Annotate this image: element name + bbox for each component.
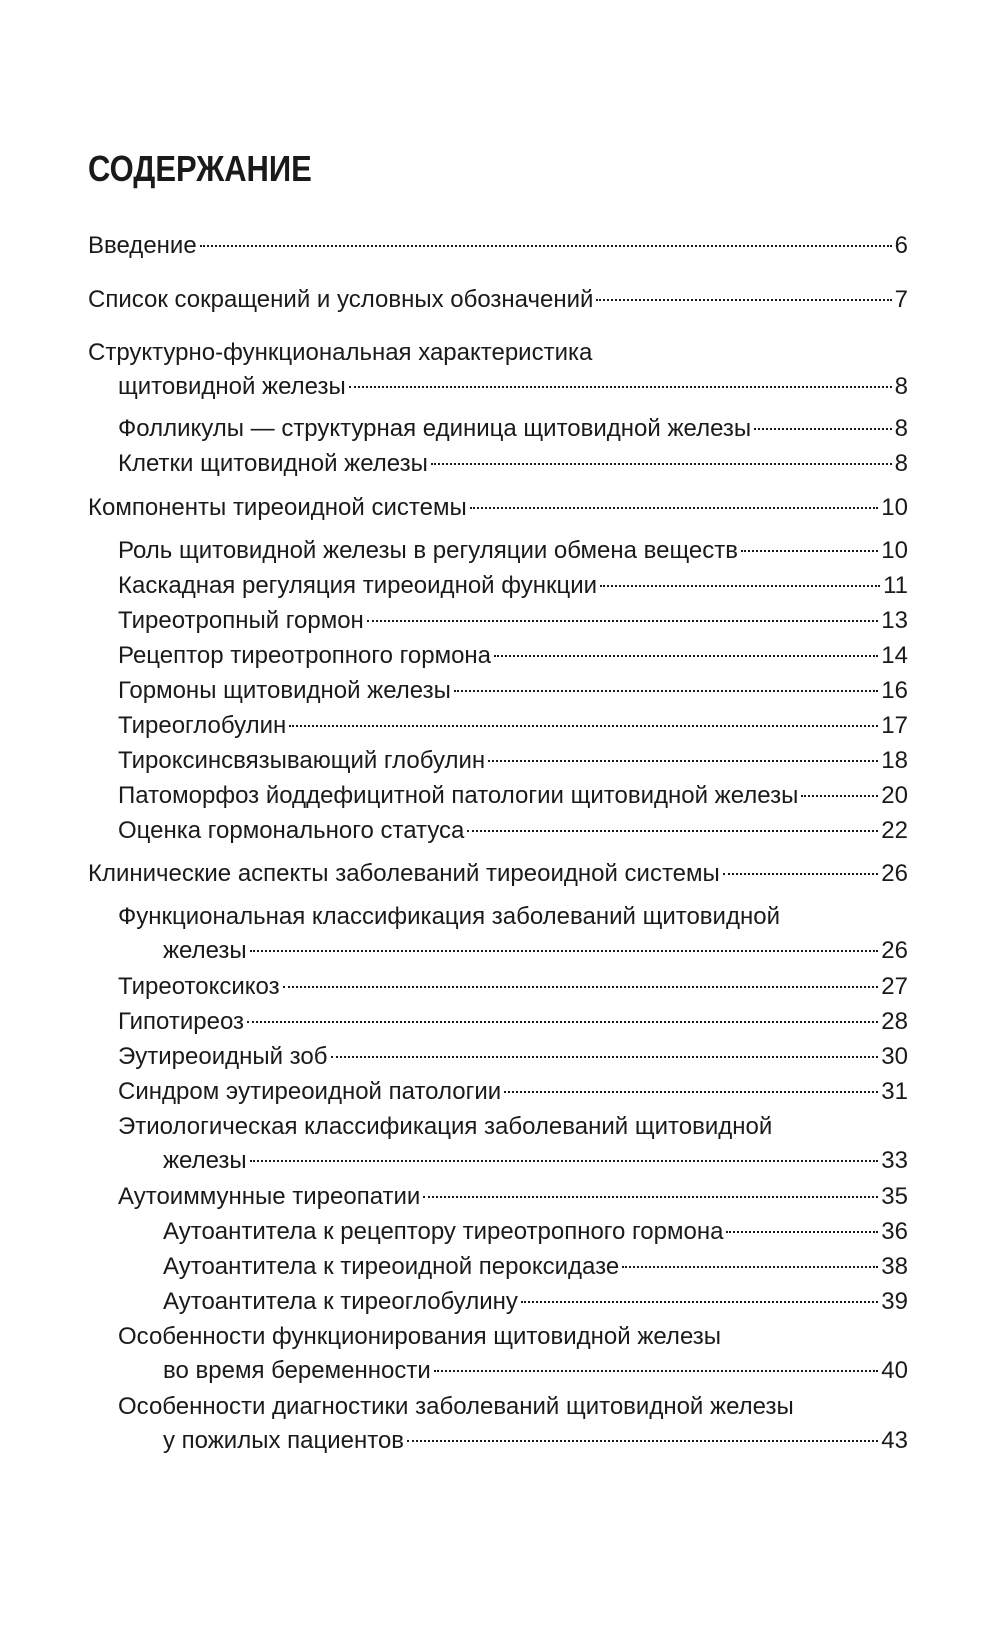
dot-leader	[726, 1231, 878, 1233]
toc-entry-row	[163, 1215, 908, 1249]
toc-entry	[118, 709, 908, 743]
toc-entry	[163, 1285, 908, 1319]
dot-leader	[247, 1021, 878, 1023]
dot-leader	[200, 245, 892, 247]
toc-entry	[163, 1250, 908, 1284]
toc-entry-title: Аутоиммунные тиреопатии	[118, 1183, 421, 1210]
toc-entry-title: Гипотиреоз	[118, 1008, 245, 1035]
toc-entry-title: Рецептор тиреотропного гормона	[118, 642, 492, 669]
toc-entry-page: 6	[894, 232, 908, 259]
toc-entry	[88, 229, 908, 263]
toc-entry-page: 10	[881, 494, 908, 521]
dot-leader	[521, 1301, 878, 1303]
toc-entry	[88, 857, 908, 891]
toc-entry-title: во время беременности	[163, 1357, 431, 1384]
toc-entry-page: 30	[881, 1043, 908, 1070]
toc-entry-title: Оценка гормонального статуса	[118, 817, 465, 844]
toc-entry	[118, 674, 908, 708]
dot-leader	[504, 1091, 878, 1093]
toc-entry-row	[118, 934, 908, 968]
toc-entry-page: 20	[881, 782, 908, 809]
dot-leader	[423, 1196, 878, 1198]
dot-leader	[741, 550, 878, 552]
toc-entry	[118, 1390, 908, 1458]
toc-entry	[163, 1215, 908, 1249]
toc-entry-title: Фолликулы — структурная единица щитовидной железы	[118, 415, 752, 442]
toc-entry-page: 26	[881, 860, 908, 887]
toc-entry-row	[118, 1144, 908, 1178]
toc-entry-row	[118, 1005, 908, 1039]
toc-entry-page: 27	[881, 973, 908, 1000]
toc-entry-page: 18	[881, 747, 908, 774]
toc-entry	[88, 491, 908, 525]
toc-entry-row	[163, 1250, 908, 1284]
dot-leader	[622, 1266, 878, 1268]
dot-leader	[331, 1056, 879, 1058]
toc-entry	[118, 1110, 908, 1178]
toc-entry	[118, 569, 908, 603]
toc-entry-page: 39	[881, 1288, 908, 1315]
toc-entry-title: Каскадная регуляция тиреоидной функции	[118, 572, 598, 599]
toc-entry-row	[118, 1354, 908, 1388]
toc-entry	[118, 744, 908, 778]
toc-entry-row	[118, 639, 908, 673]
toc-entry-page: 13	[881, 607, 908, 634]
toc-entry	[118, 900, 908, 968]
toc-entry-row	[118, 569, 908, 603]
toc-entry-title-line1: Особенности диагностики заболеваний щитовидной железы	[118, 1393, 794, 1420]
toc-entry	[118, 1075, 908, 1109]
toc-entry-title: Тиреотоксикоз	[118, 973, 280, 1000]
toc-entry-title: Компоненты тиреоидной системы	[88, 494, 467, 521]
toc-entry-page: 22	[881, 817, 908, 844]
dot-leader	[289, 725, 878, 727]
toc-entry-title: Список сокращений и условных обозначений	[88, 286, 594, 313]
toc-entry	[118, 814, 908, 848]
dot-leader	[600, 585, 880, 587]
toc-entry-title: Гормоны щитовидной железы	[118, 677, 451, 704]
toc-entry-row	[118, 447, 908, 481]
toc-entry-page: 36	[881, 1218, 908, 1245]
toc-entry-page: 17	[881, 712, 908, 739]
toc-entry-row	[88, 370, 908, 404]
toc-entry-page: 43	[881, 1427, 908, 1454]
toc-entry-page: 11	[883, 572, 908, 599]
dot-leader	[250, 1160, 879, 1162]
toc-entry-title: Клетки щитовидной железы	[118, 450, 428, 477]
toc-entry-title: Аутоантитела к тиреоглобулину	[163, 1288, 518, 1315]
toc-entry	[88, 283, 908, 317]
toc-entry-page: 35	[881, 1183, 908, 1210]
toc-entry-row	[118, 779, 908, 813]
toc-entry-title: Клинические аспекты заболеваний тиреоидной системы	[88, 860, 720, 887]
dot-leader	[596, 299, 891, 301]
toc-entry-title: Патоморфоз йоддефицитной патологии щитовидной железы	[118, 782, 799, 809]
toc-entry-page: 26	[881, 937, 908, 964]
dot-leader	[494, 655, 878, 657]
dot-leader	[250, 950, 879, 952]
dot-leader	[801, 795, 878, 797]
toc-entry-row	[118, 674, 908, 708]
toc-entry-row	[88, 283, 908, 317]
toc-entry	[118, 447, 908, 481]
dot-leader	[407, 1440, 878, 1442]
toc-entry-row	[88, 857, 908, 891]
toc-entry-row	[118, 814, 908, 848]
dot-leader	[283, 986, 879, 988]
toc-entry-row	[118, 604, 908, 638]
toc-entry-row	[118, 744, 908, 778]
toc-entry-row	[118, 1040, 908, 1074]
toc-entry-title-line1: Этиологическая классификация заболеваний щитовидной	[118, 1113, 773, 1140]
page-title: СОДЕРЖАНИЕ	[88, 148, 312, 189]
toc-entry-page: 8	[894, 415, 908, 442]
toc-entry-page: 10	[881, 537, 908, 564]
toc-entry	[118, 1320, 908, 1388]
toc-entry-row	[118, 970, 908, 1004]
toc-entry-title: Роль щитовидной железы в регуляции обмена веществ	[118, 537, 739, 564]
toc-entry-page: 28	[881, 1008, 908, 1035]
toc-entry	[118, 639, 908, 673]
toc-entry-title-line1: Структурно-функциональная характеристика	[88, 339, 593, 366]
toc-entry-title: Аутоантитела к тиреоидной пероксидазе	[163, 1253, 620, 1280]
toc-entry	[88, 336, 908, 404]
dot-leader	[454, 690, 878, 692]
toc-entry-page: 33	[881, 1147, 908, 1174]
toc-entry-title: щитовидной железы	[118, 373, 346, 400]
toc-entry-row	[163, 1285, 908, 1319]
toc-entry-page: 8	[894, 373, 908, 400]
toc-entry-row	[118, 1180, 908, 1214]
toc-entry-title-line1: Особенности функционирования щитовидной железы	[118, 1323, 722, 1350]
toc-entry	[118, 604, 908, 638]
toc-entry	[118, 779, 908, 813]
toc-entry-title: Введение	[88, 232, 197, 259]
toc-entry-row	[118, 534, 908, 568]
toc-entry-title: железы	[163, 937, 247, 964]
dot-leader	[754, 428, 891, 430]
toc-entry-page: 8	[894, 450, 908, 477]
toc-entry	[118, 1005, 908, 1039]
toc-entry-page: 16	[881, 677, 908, 704]
toc-entry-title: у пожилых пациентов	[163, 1427, 405, 1454]
toc-entry	[118, 1040, 908, 1074]
toc-entry-row	[118, 412, 908, 446]
dot-leader	[488, 760, 878, 762]
toc-entry-title: Синдром эутиреоидной патологии	[118, 1078, 502, 1105]
toc-entry	[118, 412, 908, 446]
toc-entry-page: 7	[894, 286, 908, 313]
dot-leader	[723, 873, 879, 875]
dot-leader	[470, 507, 879, 509]
dot-leader	[467, 830, 878, 832]
toc-entry-page: 40	[881, 1357, 908, 1384]
toc-entry-title: Тиреотропный гормон	[118, 607, 364, 634]
toc-entry-title: Эутиреоидный зоб	[118, 1043, 328, 1070]
dot-leader	[431, 463, 892, 465]
toc-entry	[118, 970, 908, 1004]
toc-entry-row	[88, 491, 908, 525]
toc-entry-row	[88, 229, 908, 263]
toc-entry-title: Тироксинсвязывающий глобулин	[118, 747, 486, 774]
toc-entry-title: Тиреоглобулин	[118, 712, 287, 739]
toc-entry-page: 38	[881, 1253, 908, 1280]
toc-entry-title-line1: Функциональная классификация заболеваний щитовидной	[118, 903, 780, 930]
toc-entry	[118, 1180, 908, 1214]
toc-entry-row	[118, 1424, 908, 1458]
dot-leader	[367, 620, 878, 622]
toc-entry-row	[118, 709, 908, 743]
toc-entry	[118, 534, 908, 568]
dot-leader	[434, 1370, 879, 1372]
toc-entry-page: 31	[881, 1078, 908, 1105]
toc-entry-row	[118, 1075, 908, 1109]
toc-entry-title: Аутоантитела к рецептору тиреотропного гормона	[163, 1218, 724, 1245]
dot-leader	[349, 386, 892, 388]
toc-entry-page: 14	[881, 642, 908, 669]
toc-entry-title: железы	[163, 1147, 247, 1174]
